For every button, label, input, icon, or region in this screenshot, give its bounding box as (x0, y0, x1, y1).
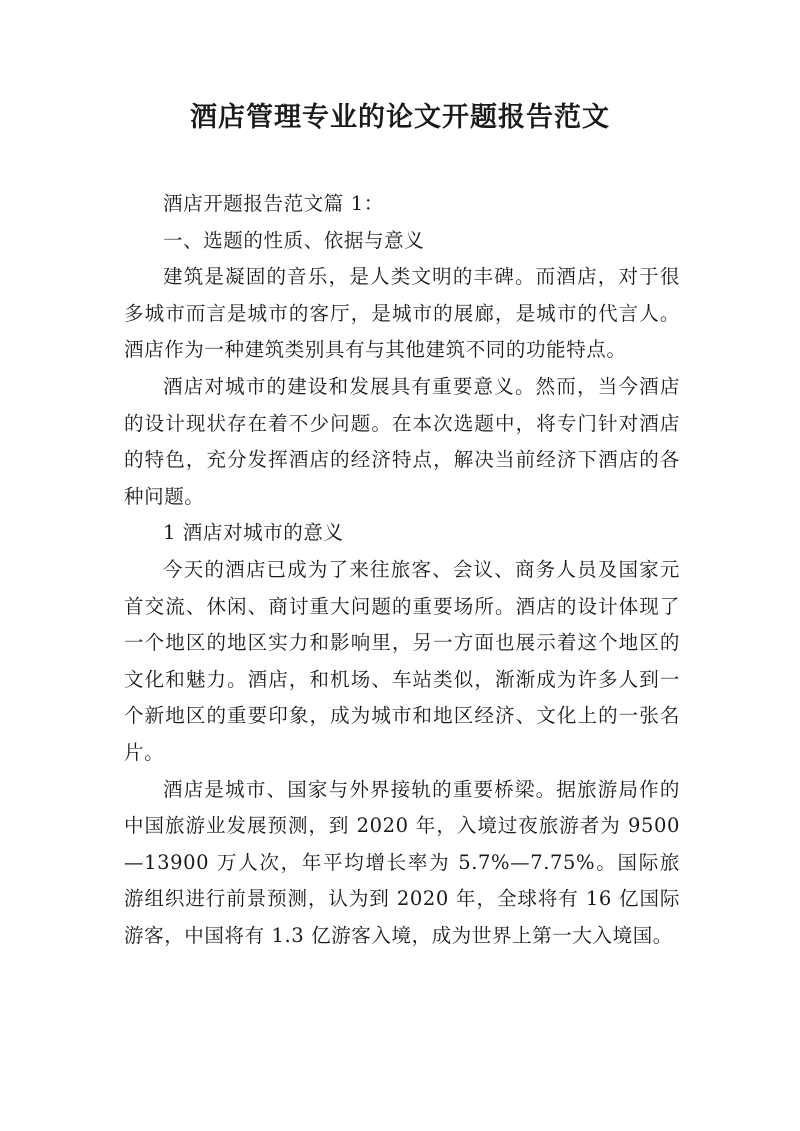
paragraph: 酒店是城市、国家与外界接轨的重要桥梁。据旅游局作的中国旅游业发展预测，到 2020 年，入境过夜旅游者为 9500—13900 万人次，年平均增长率为 5.7%—7.75%。国际旅游组织进行前景预测，认为到 2020 年，全球将有 16 亿国际游客，中国将有 1.3 亿游客入境，成为世界上第一大入境国。 (124, 777, 680, 947)
paragraph: 酒店对城市的建设和发展具有重要意义。然而，当今酒店的设计现状存在着不少问题。在本次选题中，将专门针对酒店的特色，充分发挥酒店的经济特点，解决当前经济下酒店的各种问题。 (124, 374, 680, 508)
paragraph-section-label: 酒店开题报告范文篇 1： (163, 192, 384, 215)
paragraph-heading-1: 一、选题的性质、依据与意义 (163, 228, 425, 252)
paragraph: 今天的酒店已成为了来往旅客、会议、商务人员及国家元首交流、休闲、商讨重大问题的重要场所。酒店的设计体现了一个地区的地区实力和影响里，另一方面也展示着这个地区的文化和魅力。酒店，和机场、车站类似，渐渐成为许多人到一个新地区的重要印象，成为城市和地区经济、文化上的一张名片。 (124, 557, 680, 764)
document-title: 酒店管理专业的论文开题报告范文 (190, 102, 610, 133)
paragraph-subheading: 1 酒店对城市的意义 (163, 521, 344, 545)
document-body (124, 186, 680, 954)
paragraph: 建筑是凝固的音乐，是人类文明的丰碑。而酒店，对于很多城市而言是城市的客厅，是城市的展廊，是城市的代言人。酒店作为一种建筑类别具有与其他建筑不同的功能特点。 (124, 265, 680, 362)
